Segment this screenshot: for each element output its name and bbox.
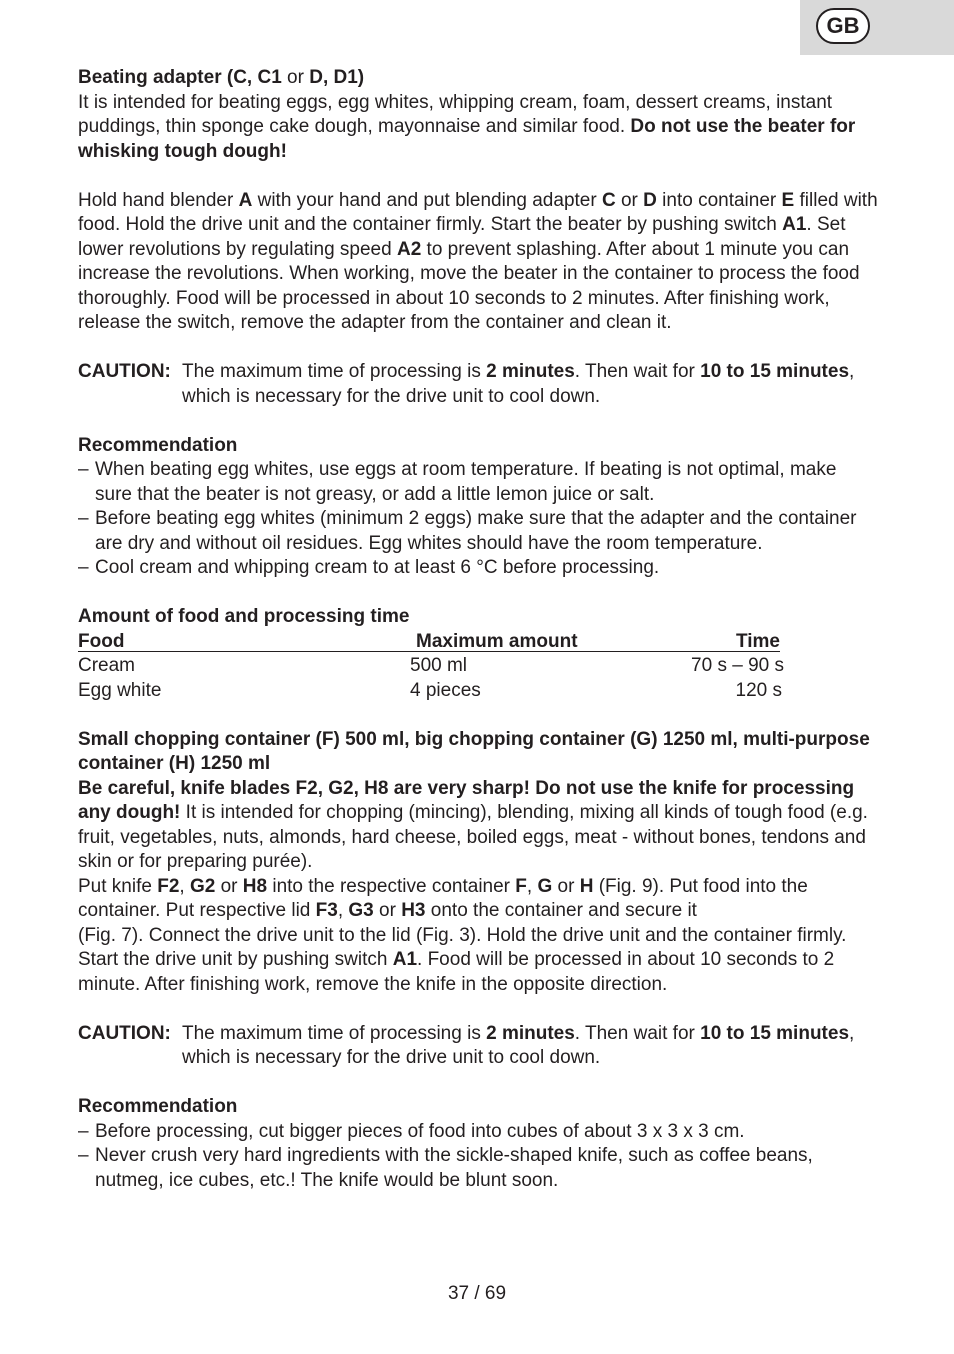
list-item: – Never crush very hard ingredients with the sickle-shaped knife, such as coffee beans, nutmeg, ice cubes, etc.! The knife would be blunt soon. [78,1145,813,1191]
table-row: Egg white 4 pieces 120 s [78,679,782,701]
section-heading-beating-adapter: Beating adapter (C, C1 or D, D1) [78,67,365,88]
list-item: – Before beating egg whites (minimum 2 eggs) make sure that the adapter and the container are dry and without oil residues. Egg whites should have the room temperature. [78,508,857,554]
language-badge: GB [816,8,870,44]
caution-label: CAUTION: [78,361,171,382]
page-number: 37 / 69 [447,1283,507,1304]
beater-warning: Do not use the beater for whisking tough dough! [78,116,856,162]
caution-label: CAUTION: [78,1022,171,1044]
beating-adapter-intro: It is intended for beating eggs, egg whites, whipping cream, foam, dessert creams, instant puddings, thin sponge cake dough, mayonnaise and similar food. Do not use the beater for whisking tough dough! [78,91,856,162]
amount-table-heading: Amount of food and processing time [78,606,410,627]
recommendation-heading: Recommendation [78,434,238,456]
caution-note: CAUTION: The maximum time of processing is 2 minutes. Then wait for 10 to 15 minutes, which is necessary for the drive unit to cool down. [78,361,855,407]
chopping-instructions: Put knife F2, G2 or H8 into the respective container F, G or H (Fig. 9). Put food into the container. Put respective lid F3, G3 or H3 onto the container and secure it (Fig. 7). Connect the drive unit to the lid (Fig. 3). Hold the drive unit and the container firmly. Start the drive unit by pushing switch A1. Food will be processed in about 10 seconds to 2 minute. After finishing work, remove the knife in the opposite direction. [78,875,847,995]
list-item: – Before processing, cut bigger pieces of food into cubes of about 3 x 3 x 3 cm. [78,1120,745,1142]
page-content [78,66,878,1193]
column-header-time: Time [735,630,780,652]
list-item: – When beating egg whites, use eggs at room temperature. If beating is not optimal, make sure that the beater is not greasy, or add a little lemon juice or salt. [78,459,837,505]
knife-warning: Be careful, knife blades F2, G2, H8 are very sharp! Do not use the knife for processing any dough! [78,777,855,823]
list-item: – Cool cream and whipping cream to at least 6 °C before processing. [78,557,660,578]
column-header-food: Food [78,630,125,652]
beating-adapter-instructions: Hold hand blender A with your hand and put blending adapter C or D into container E filled with food. Hold the drive unit and the container firmly. Start the beater by pushing switch A1. Set lower revolutions by regulating speed A2 to prevent splashing. After about 1 minute you can increase the revolutions. When working, move the beater in the container to process the food thoroughly. Food will be processed in about 10 seconds to 2 minutes. After finishing work, release the switch, remove the adapter from the container and clean it. [78,189,878,333]
column-header-amount: Maximum amount [416,630,578,652]
recommendation-heading: Recommendation [78,1096,238,1117]
section-heading-chopping-containers: Small chopping container (F) 500 ml, big chopping container (G) 1250 ml, multi-purpose container (H) 1250 ml [78,728,870,774]
caution-note: CAUTION: The maximum time of processing is 2 minutes. Then wait for 10 to 15 minutes, which is necessary for the drive unit to cool down. [78,1022,855,1068]
chopping-intro: Be careful, knife blades F2, G2, H8 are very sharp! Do not use the knife for processing any dough! It is intended for chopping (mincing), blending, mixing all kinds of tough food (e.g. fruit, vegetables, nuts, almonds, hard cheese, boiled eggs, meat - without bones, tendons and skin or for preparing purée). [78,777,868,872]
language-tab [800,0,954,55]
table-header-row [78,630,878,655]
table-row: Cream 500 ml 70 s – 90 s [78,655,784,676]
